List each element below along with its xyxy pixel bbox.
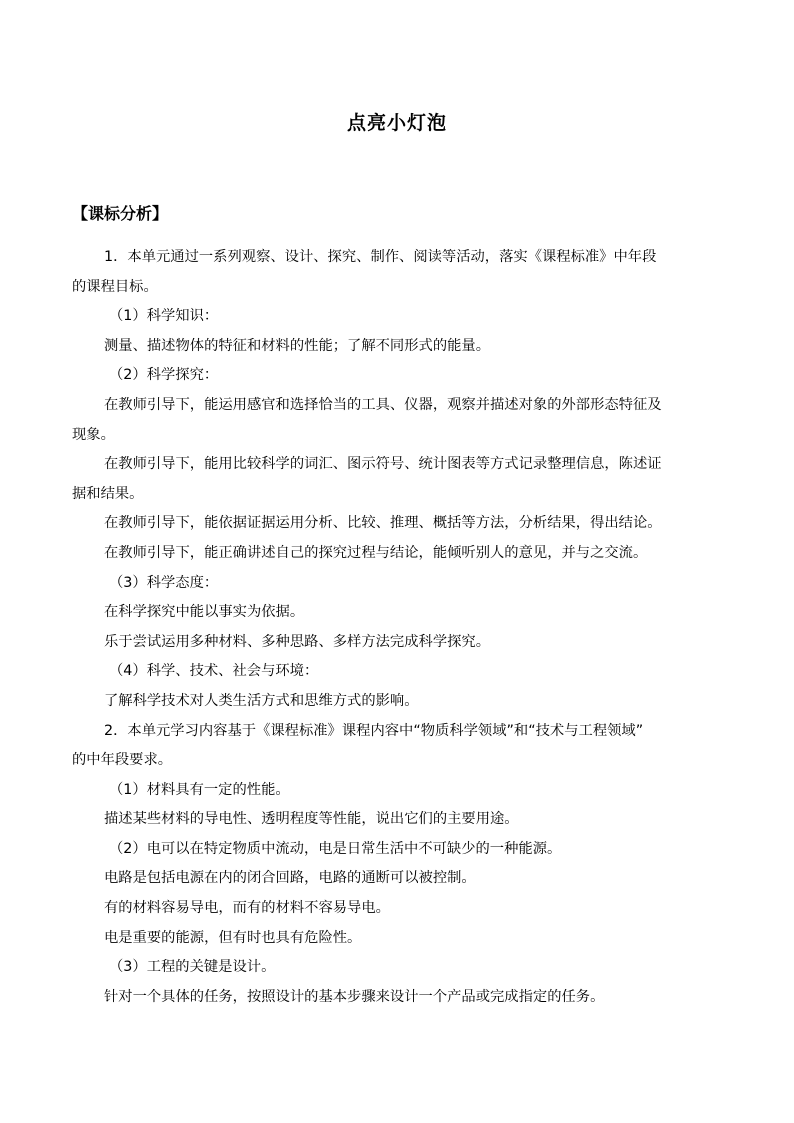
text-line: 现象。 [72,426,115,443]
text-line: 电路是包括电源在内的闭合回路，电路的通断可以被控制。 [104,870,476,887]
text-line: 测量、描述物体的特征和材料的性能；了解不同形式的能量。 [104,337,491,354]
text-line: （2）电可以在特定物质中流动，电是日常生活中不可缺少的一种能源。 [109,840,562,857]
page-title: 点亮小灯泡 [346,112,447,134]
text-line: （3）工程的关键是设计。 [109,959,276,976]
text-line: 描述某些材料的导电性、透明程度等性能，说出它们的主要用途。 [104,811,519,828]
text-line: 在教师引导下，能运用感官和选择恰当的工具、仪器，观察并描述对象的外部形态特征及 [104,396,662,413]
text-line: 有的材料容易导电，而有的材料不容易导电。 [104,900,390,917]
text-line: （3）科学态度： [109,574,219,591]
text-line: （1）材料具有一定的性能。 [109,781,290,798]
text-line: 的中年段要求。 [72,752,173,769]
text-line: 乐于尝试运用多种材料、多种思路、多样方法完成科学探究。 [104,633,491,650]
text-line: （2）科学探究： [109,367,219,384]
text-line: 在教师引导下，能依据证据运用分析、比较、推理、概括等方法，分析结果，得出结论。 [104,515,662,532]
text-line: 据和结果。 [72,485,144,502]
text-line: 在教师引导下，能正确讲述自己的探究过程与结论，能倾听别人的意见，并与之交流。 [104,544,648,561]
text-line: 2．本单元学习内容基于《课程标准》课程内容中“物质科学领域”和“技术与工程领域” [104,722,644,739]
section-heading: 【课标分析】 [72,204,169,223]
text-line: 电是重要的能源，但有时也具有危险性。 [104,929,362,946]
text-line: 1．本单元通过一系列观察、设计、探究、制作、阅读等活动，落实《课程标准》中年段 [104,249,657,265]
text-line: （1）科学知识： [109,308,219,325]
text-line: （4）科学、技术、社会与环境： [109,663,319,680]
text-line: 针对一个具体的任务，按照设计的基本步骤来设计一个产品或完成指定的任务。 [104,988,605,1005]
text-line: 了解科学技术对人类生活方式和思维方式的影响。 [104,692,419,709]
text-line: 在教师引导下，能用比较科学的词汇、图示符号、统计图表等方式记录整理信息，陈述证 [104,456,662,473]
body-text [72,243,722,1012]
text-line: 在科学探究中能以事实为依据。 [104,604,305,621]
text-line: 的课程目标。 [72,278,158,295]
